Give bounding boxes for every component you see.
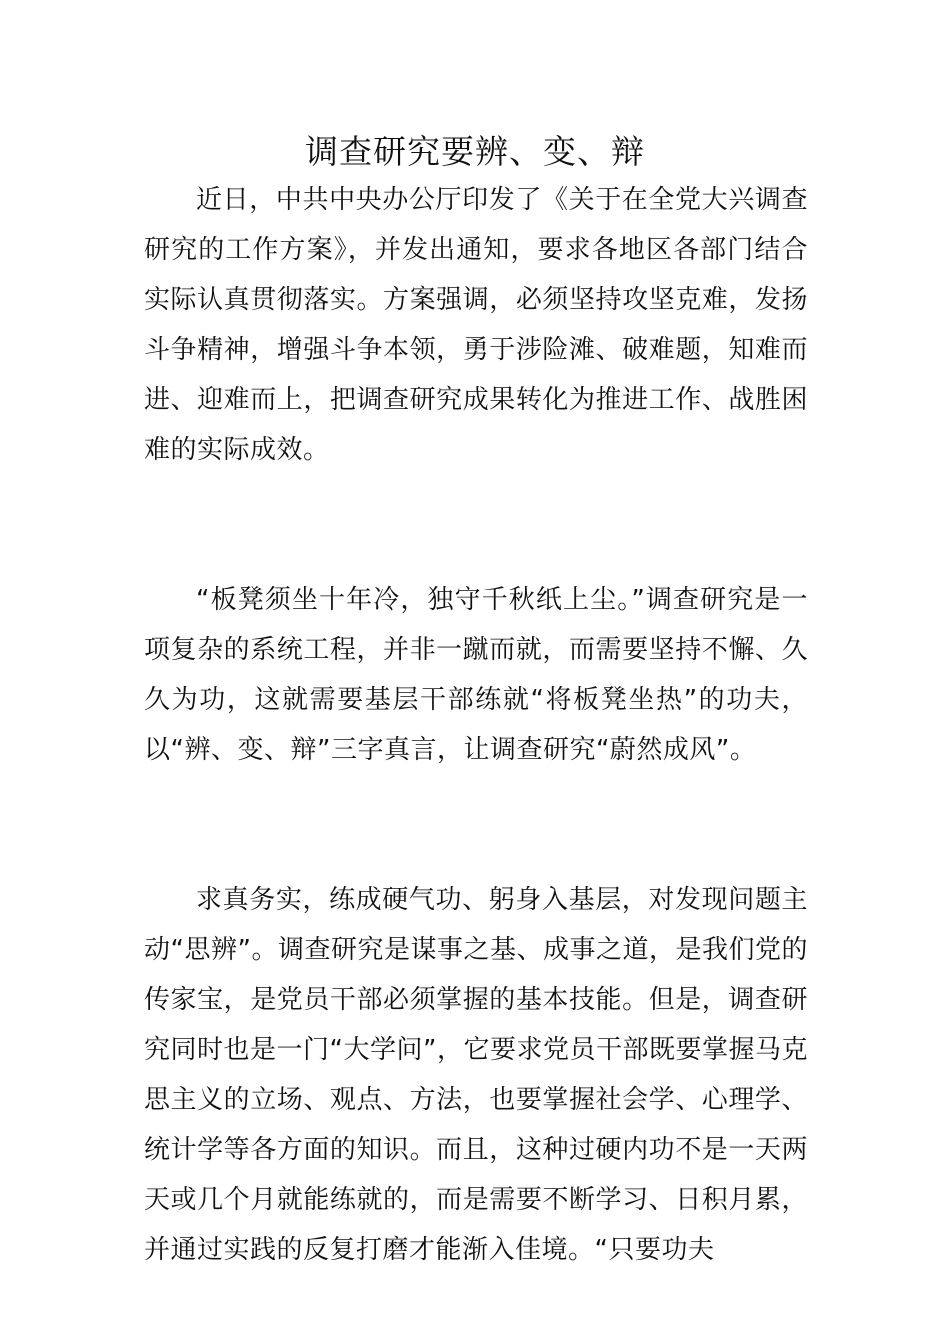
paragraph-bench-quote: “板凳须坐十年冷，独守千秋纸上尘。”调查研究是一项复杂的系统工程，并非一蹴而就，而需要坚持不懈、久久为功，这就需要基层干部练就“将板凳坐热”的功夫，以“辨、变、辩”三字真言，让调查研究“蔚然成风”。 — [144, 585, 808, 765]
paragraph-seek-truth: 求真务实，练成硬气功、躬身入基层，对发现问题主动“思辨”。调查研究是谋事之基、成事之道，是我们党的传家宝，是党员干部必须掌握的基本技能。但是，调查研究同时也是一门“大学问”，它要求党员干部既要掌握马克思主义的立场、观点、方法，也要掌握社会学、心理学、统计学等各方面的知识。而且，这种过硬内功不是一天两天或几个月就能练就的，而是需要不断学习、日积月累，并通过实践的反复打磨才能渐入佳境。“只要功夫 — [144, 885, 808, 1265]
document-body — [144, 175, 808, 1275]
paragraph-gap — [144, 825, 808, 875]
paragraph-gap — [144, 475, 808, 525]
paragraph-gap — [144, 525, 808, 575]
paragraph-gap — [144, 775, 808, 825]
document-title: 调查研究要辨、变、辩 — [305, 132, 645, 171]
paragraph-intro: 近日，中共中央办公厅印发了《关于在全党大兴调查研究的工作方案》，并发出通知，要求各地区各部门结合实际认真贯彻落实。方案强调，必须坚持攻坚克难，发扬斗争精神，增强斗争本领，勇于涉险滩、破难题，知难而进、迎难而上，把调查研究成果转化为推进工作、战胜困难的实际成效。 — [144, 185, 808, 465]
